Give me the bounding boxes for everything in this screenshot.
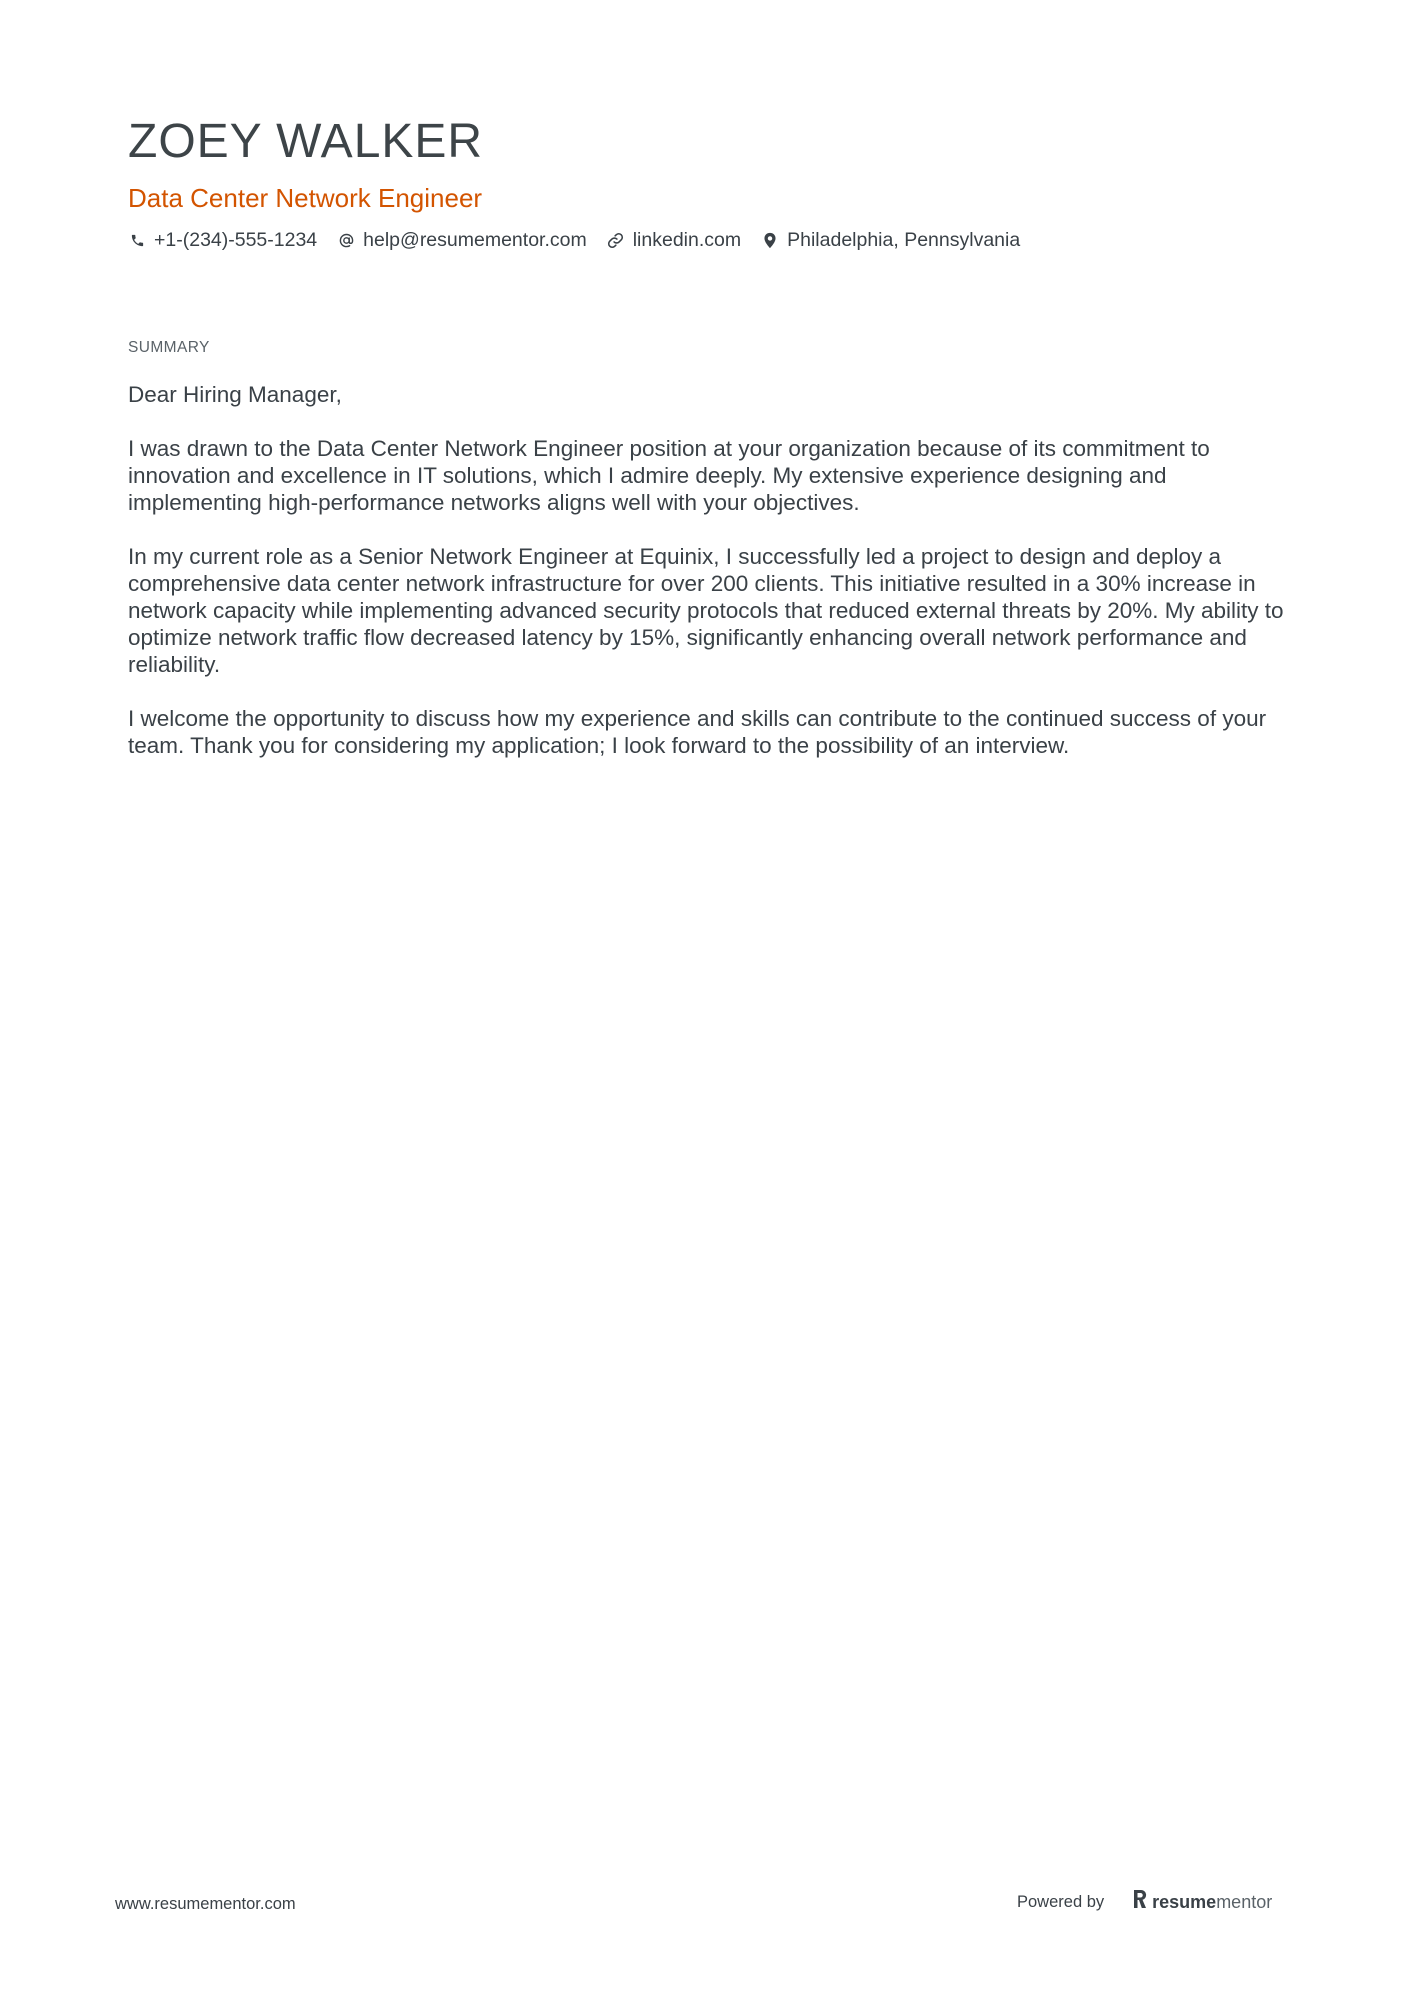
letter-body: [128, 381, 1288, 786]
contact-location: [761, 225, 1020, 255]
powered-by-label: Powered by: [1017, 1893, 1105, 1911]
website-text: linkedin.com: [632, 229, 742, 251]
section-label-summary: SUMMARY: [128, 339, 210, 356]
location-text: Philadelphia, Pennsylvania: [787, 229, 1021, 251]
email-text: help@resumementor.com: [363, 229, 587, 251]
footer-url[interactable]: www.resumementor.com: [115, 1895, 296, 1913]
map-pin-icon: [761, 231, 779, 249]
job-title: Data Center Network Engineer: [128, 183, 483, 213]
salutation: Dear Hiring Manager,: [128, 382, 342, 407]
brand-mark-icon: [1132, 1889, 1148, 1915]
phone-icon: [128, 231, 146, 249]
link-icon: [607, 231, 625, 249]
contact-phone: [128, 225, 317, 255]
paragraph-1: I was drawn to the Data Center Network Engineer position at your organization because of its commitment to innovation and excellence in IT solutions, which I admire deeply. My extensive experience designing and implementing high-performance networks aligns well with your objectives.: [128, 436, 1210, 515]
paragraph-3: I welcome the opportunity to discuss how my experience and skills can contribute to the continued success of your team. Thank you for considering my application; I look forward to the possibility of an interview.: [128, 706, 1267, 758]
contact-website: [607, 225, 741, 255]
phone-text: +1-(234)-555-1234: [154, 229, 318, 251]
brand-text-light: mentor: [1216, 1892, 1273, 1912]
footer-powered-by: [1017, 1889, 1272, 1915]
at-sign-icon: [337, 231, 355, 249]
paragraph-2: In my current role as a Senior Network Engineer at Equinix, I successfully led a project to design and deploy a comprehensive data center network infrastructure for over 200 clients. This initiative resulted in a 30% increase in network capacity while implementing advanced security protocols that reduced external threats by 20%. My ability to optimize network traffic flow decreased latency by 15%, significantly enhancing overall network performance and reliability.: [128, 544, 1284, 677]
brand-logo[interactable]: [1132, 1889, 1272, 1915]
contact-email: [337, 225, 587, 255]
candidate-name: ZOEY WALKER: [128, 115, 484, 168]
brand-text-bold: resume: [1152, 1892, 1217, 1912]
contact-row: [128, 225, 1020, 255]
